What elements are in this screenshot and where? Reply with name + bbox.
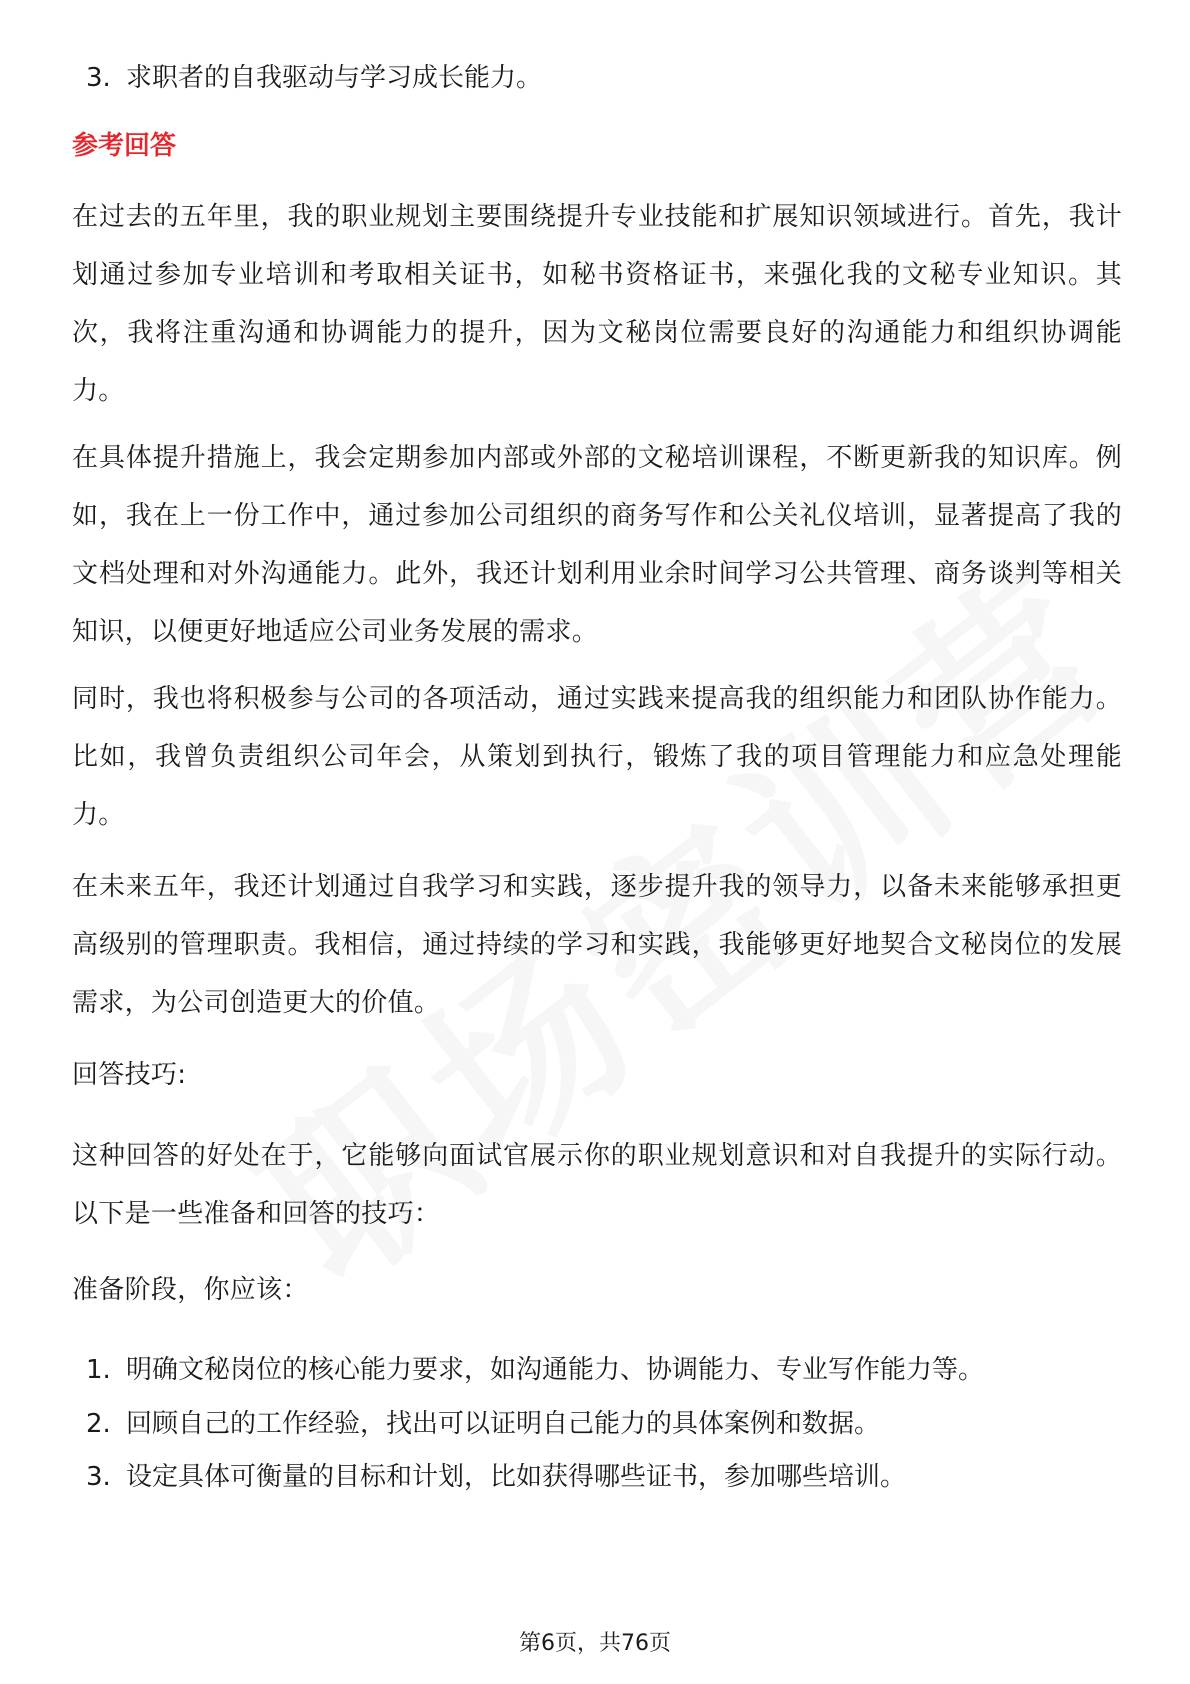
tips-intro-paragraph: 这种回答的好处在于，它能够向面试官展示你的职业规划意识和对自我提升的实际行动。以下是一些准备和回答的技巧： [72, 1141, 1122, 1229]
answer-paragraph-2: 在具体提升措施上，我会定期参加内部或外部的文秘培训课程，不断更新我的知识库。例如，我在上一份工作中，通过参加公司组织的商务写作和公关礼仪培训，显著提高了我的文档处理和对外沟通能力。此外，我还计划利用业余时间学习公共管理、商务谈判等相关知识，以便更好地适应公司业务发展的需求。 [72, 443, 1122, 647]
answer-paragraph-1: 在过去的五年里，我的职业规划主要围绕提升专业技能和扩展知识领域进行。首先，我计划通过参加专业培训和考取相关证书，如秘书资格证书，来强化我的文秘专业知识。其次，我将注重沟通和协调能力的提升，因为文秘岗位需要良好的沟通能力和组织协调能力。 [72, 202, 1122, 406]
list-item-number: 3. [86, 1462, 111, 1492]
list-item [72, 1457, 906, 1497]
list-item-number: 2. [86, 1409, 111, 1439]
list-item-text: 设定具体可衡量的目标和计划，比如获得哪些证书，参加哪些培训。 [126, 1462, 907, 1492]
answer-paragraph-4: 在未来五年，我还计划通过自我学习和实践，逐步提升我的领导力，以备未来能够承担更高级别的管理职责。我相信，通过持续的学习和实践，我能够更好地契合文秘岗位的发展需求，为公司创造更大的价值。 [72, 872, 1122, 1018]
list-item-number: 3. [86, 63, 111, 93]
reference-answer-heading: 参考回答 [72, 131, 177, 161]
tips-heading: 回答技巧: [72, 1060, 187, 1090]
list-item [72, 1404, 880, 1444]
page-footer: 第6页，共76页 [519, 1631, 671, 1656]
list-item-number: 1. [86, 1355, 111, 1385]
answer-paragraph-3: 同时，我也将积极参与公司的各项活动，通过实践来提高我的组织能力和团队协作能力。比如，我曾负责组织公司年会，从策划到执行，锻炼了我的项目管理能力和应急处理能力。 [72, 684, 1122, 830]
list-item-text: 明确文秘岗位的核心能力要求，如沟通能力、协调能力、专业写作能力等。 [126, 1355, 985, 1385]
list-item [72, 58, 542, 98]
list-item-text: 求职者的自我驱动与学习成长能力。 [126, 63, 543, 93]
list-item [72, 1350, 984, 1390]
prep-heading: 准备阶段，你应该： [72, 1275, 309, 1305]
list-item-text: 回顾自己的工作经验，找出可以证明自己能力的具体案例和数据。 [126, 1409, 881, 1439]
